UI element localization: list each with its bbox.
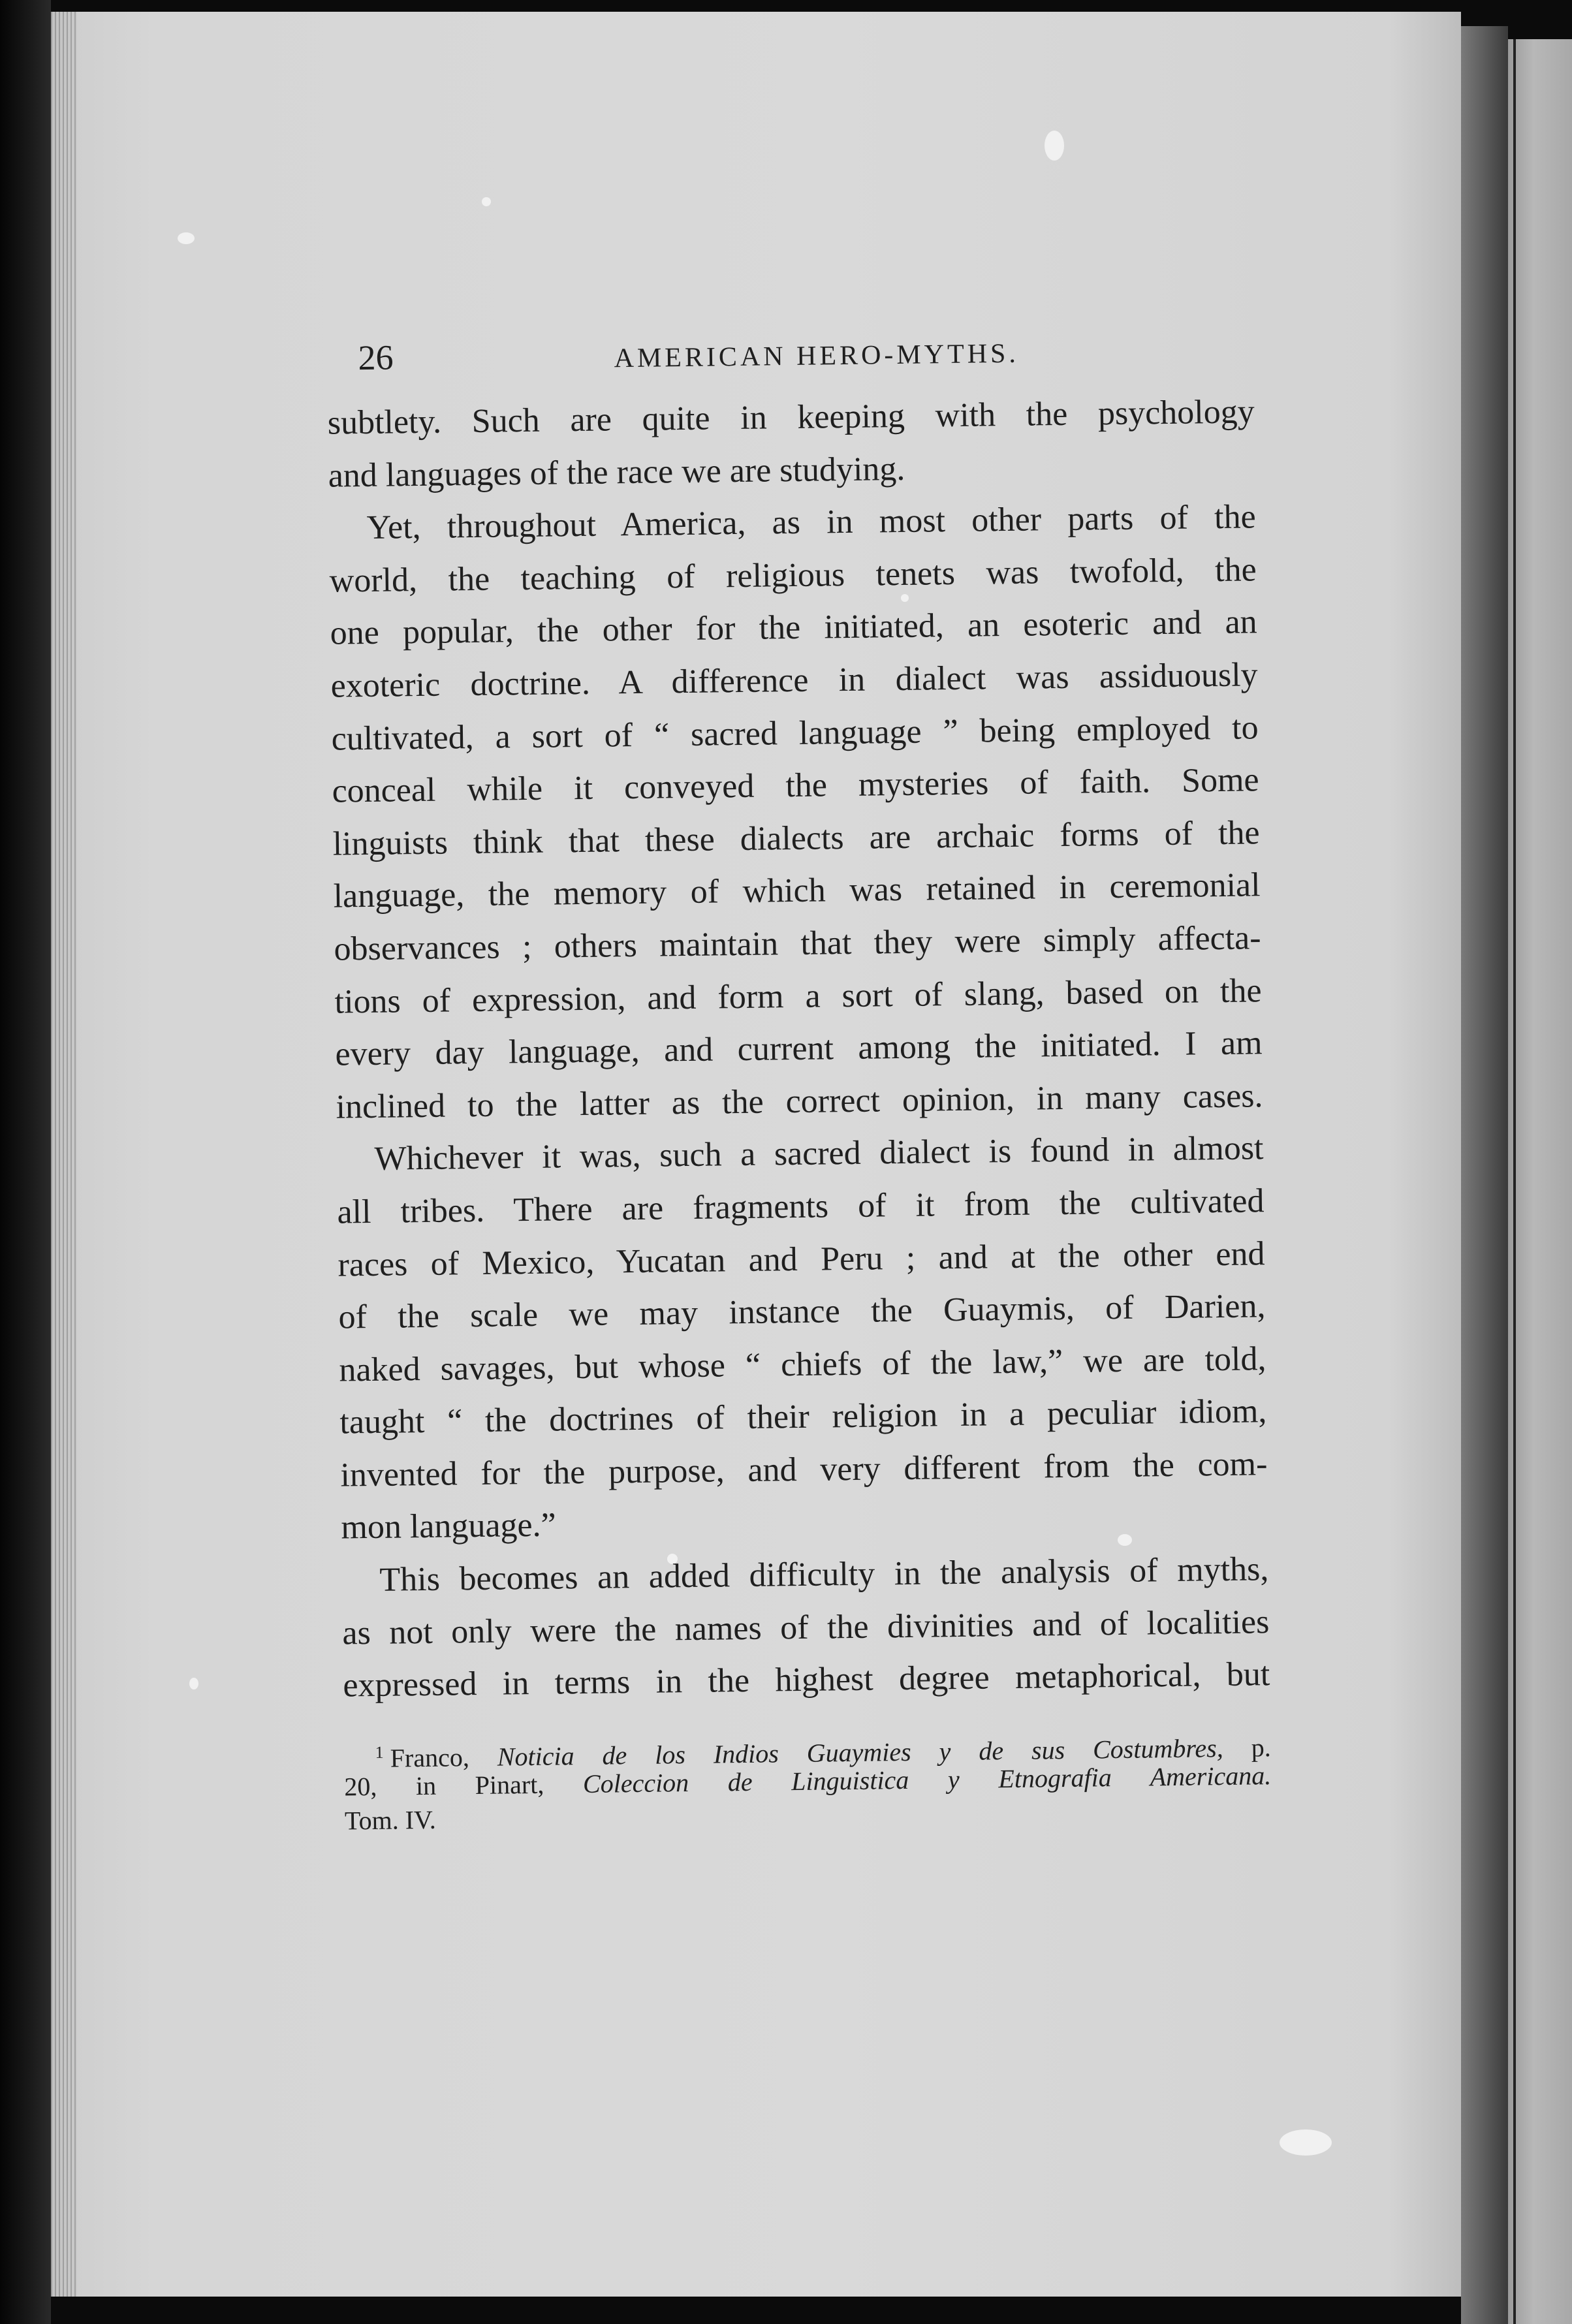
- footnote-title: Noticia de los Indios Guaymies y de sus Costumbres,: [497, 1733, 1223, 1772]
- paragraph: [327, 386, 1255, 503]
- page-text: [326, 321, 1272, 1838]
- text-line: one popular, the other for the initiated, an esoteric and an: [330, 603, 1257, 653]
- text-line: cultivated, a sort of “ sacred language ” being employed to: [331, 708, 1259, 758]
- text-line: of the scale we may instance the Guaymis, of Darien,: [338, 1287, 1266, 1336]
- dust-speck: [178, 232, 195, 244]
- dust-speck: [1280, 2129, 1332, 2156]
- text-line: mon language.”: [341, 1506, 556, 1547]
- text-line: conceal while it conveyed the mysteries of faith. Some: [332, 761, 1259, 810]
- paragraph: [328, 491, 1263, 1133]
- paragraph: [336, 1123, 1268, 1555]
- text-line: expressed in terms in the highest degree metaphorical, but: [343, 1656, 1270, 1704]
- text-line: subtlety. Such are quite in keeping with the psychology: [327, 393, 1255, 442]
- book-gutter: [1461, 26, 1508, 2324]
- text-line: and languages of the race we are studying.: [328, 450, 905, 495]
- footnote-title: Coleccion de Linguistica y Etnografia Americana.: [582, 1761, 1272, 1798]
- running-title: AMERICAN HERO-MYTHS.: [614, 338, 1020, 374]
- paragraph: [341, 1543, 1270, 1712]
- page-number: 26: [358, 338, 394, 378]
- footnote-text: 20, in Pinart,: [344, 1768, 584, 1802]
- footnote-text: Franco,: [390, 1742, 498, 1773]
- text-line: naked savages, but whose “ chiefs of the law,” we are told,: [339, 1340, 1266, 1389]
- page-edges: [51, 12, 77, 2297]
- footnote-marker: 1: [375, 1742, 384, 1762]
- footnote: [343, 1725, 1272, 1838]
- dust-speck: [1045, 131, 1064, 161]
- text-line: observances ; others maintain that they were simply affecta-: [334, 919, 1261, 968]
- text-line: inclined to the latter as the correct opinion, in many cases.: [336, 1076, 1263, 1126]
- adjacent-page-edge: [1513, 39, 1516, 2324]
- text-line: as not only were the names of the divinities and of localities: [342, 1603, 1270, 1652]
- text-line: exoteric doctrine. A difference in dialect was assiduously: [330, 656, 1258, 705]
- adjacent-page: [1508, 39, 1572, 2324]
- text-line: tions of expression, and form a sort of slang, based on the: [334, 971, 1262, 1021]
- running-head: [326, 321, 1254, 384]
- text-line: Yet, throughout America, as in most other parts of the: [366, 498, 1256, 547]
- text-line: Whichever it was, such a sacred dialect is found in almost: [374, 1129, 1264, 1178]
- text-line: language, the memory of which was retained in ceremonial: [333, 866, 1261, 915]
- footnote-line: Tom. IV.: [344, 1804, 436, 1836]
- scan-border-left: [0, 0, 51, 2324]
- text-line: invented for the purpose, and very different from the com-: [340, 1445, 1268, 1494]
- dust-speck: [189, 1678, 198, 1689]
- text-line: races of Mexico, Yucatan and Peru ; and at the other end: [338, 1234, 1265, 1284]
- dust-speck: [482, 197, 491, 206]
- footnote-text: p.: [1223, 1733, 1271, 1763]
- text-line: world, the teaching of religious tenets was twofold, the: [329, 551, 1257, 600]
- text-line: linguists think that these dialects are archaic forms of the: [332, 814, 1260, 863]
- text-line: taught “ the doctrines of their religion in a peculiar idiom,: [339, 1392, 1267, 1441]
- text-line: every day language, and current among the initiated. I am: [335, 1024, 1263, 1073]
- text-line: This becomes an added difficulty in the analysis of myths,: [379, 1550, 1269, 1599]
- text-line: all tribes. There are fragments of it from the cultivated: [337, 1182, 1265, 1231]
